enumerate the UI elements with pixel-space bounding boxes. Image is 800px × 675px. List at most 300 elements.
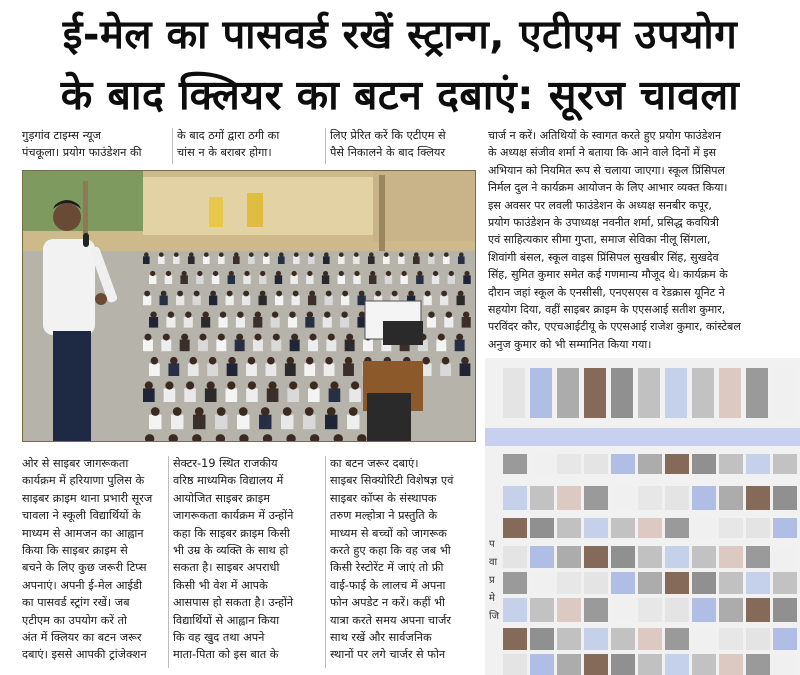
student-figure [353,256,360,264]
pixel-block [773,628,797,650]
student-figure [149,363,160,376]
student-figure [218,317,227,328]
student-figure [463,275,470,284]
text-line: कार्यक्रम में हरियाणा पुलिस के [22,474,145,488]
student-figure [275,296,283,306]
student-figure [413,256,420,264]
student-figure [236,317,245,328]
student-head [260,271,265,276]
pixel-block [530,546,554,568]
pixel-block [665,518,689,538]
student-figure [242,296,250,306]
pixel-block [584,572,608,594]
student-head [359,311,365,317]
pixel-block [584,598,608,622]
text-line: एवं साहित्यकार सीमा गुप्ता, समाज सेविका नीलू सिंगला, [488,233,711,247]
pixel-block [692,572,716,594]
student-head [199,334,206,341]
student-figure [166,317,175,328]
text-line: सेक्टर-19 स्थित राजकीय [173,457,278,470]
pixel-block [665,546,689,568]
pixel-block [638,598,662,622]
pixel-block [611,454,635,474]
student-figure [259,275,266,284]
text-line: साइबर सिक्योरिटी विशेषज्ञ एवं [330,474,454,488]
student-figure [455,340,465,352]
student-figure [278,256,285,264]
pixel-block [665,486,689,510]
pixel-block [530,654,554,675]
pixel-block [584,654,608,675]
pixel-block [773,572,797,594]
pixel-block [611,486,635,510]
student-figure [322,275,329,284]
student-head [185,311,191,317]
student-head [239,407,248,416]
student-figure [304,363,315,376]
pixel-block [611,518,635,538]
text-line: विद्यार्थियों से आह्वान किया [173,613,280,627]
student-figure [308,296,316,306]
pixel-block [746,598,770,622]
student-figure [271,317,280,328]
text-line: एटीएम का उपयोग करें तो [22,613,127,627]
text-line: फोन अपडेट न करें। कहीं भी [330,596,445,610]
pixel-block [503,454,527,474]
student-figure [168,363,179,376]
student-head [151,357,159,365]
student-head [324,311,330,317]
student-head [414,252,419,257]
student-head [339,271,344,276]
pixel-block [773,546,797,568]
text-line: आयोजित साइबर क्राइम [173,491,271,505]
student-figure [436,340,446,352]
student-head [325,357,333,365]
text-line: के अध्यक्ष संजीव शर्मा ने बताया कि आने वाले दिनों में इस [488,146,717,160]
pixel-block [638,654,662,675]
pixel-block [638,486,662,510]
student-figure [149,275,156,284]
student-figure [345,340,355,352]
text-line: किसी भी वेश में आपके [173,578,268,592]
student-figure [440,363,451,376]
student-figure [209,296,217,306]
student-head [359,291,365,297]
student-head [161,291,167,297]
text-fragment: प [489,539,495,550]
pixel-block [503,654,527,675]
student-figure [325,296,333,306]
student-head [213,271,218,276]
student-figure [448,275,455,284]
pixel-block [584,518,608,538]
student-figure [369,275,376,284]
pixel-block [719,486,743,510]
text-fragment: प्र [489,575,495,586]
text-line: किया कि साइबर क्राइम से [22,544,128,558]
student-head [346,334,353,341]
blurred-band [485,428,800,446]
student-head [392,291,398,297]
pixel-block [530,572,554,594]
student-figure [292,296,300,306]
text-line: परविंदर कौर, एएचआईटीयू के एएसआई राजेश कुमार, कांस्टेबल [488,320,741,334]
student-figure [288,317,297,328]
text-line: चांस न के बराबर होगा। [177,146,272,160]
text-line: माध्यम से आमजन का आह्वान [22,526,144,540]
student-head [243,291,249,297]
student-head [463,311,469,317]
student-head [339,252,344,257]
text-line: दौरान जहां स्कूल के एनसीसी, एनएसएस व रेडक्रास यूनिट ने [488,285,725,299]
text-line: गुड़गांव टाइम्स न्यूज [22,129,101,142]
student-head [236,334,243,341]
student-head [219,252,224,257]
student-head [186,381,194,389]
student-figure [226,296,234,306]
student-head [349,407,358,416]
pixel-block [584,628,608,650]
student-head [159,252,164,257]
student-figure [427,317,436,328]
pixel-block [719,368,741,418]
text-line: वरिष्ठ माध्यमिक विद्यालय में [173,474,284,488]
student-head [328,334,335,341]
microphone-icon [83,233,89,247]
student-head [228,357,236,365]
pixel-block [584,368,606,418]
student-figure [338,275,345,284]
student-head [279,252,284,257]
student-figure [271,340,281,352]
student-head [264,252,269,257]
student-head [330,381,338,389]
pixel-block [638,454,662,474]
pixel-block [746,454,770,474]
student-figure [305,317,314,328]
student-head [168,311,174,317]
text-line: सहयोग दिया, वहीं साइबर क्राइम के एएसआई सतीश कुमार, [488,303,726,317]
student-figure [203,256,210,264]
student-head [309,252,314,257]
student-figure [165,275,172,284]
pixel-block [557,454,581,474]
student-head [287,357,295,365]
text-line: साइबर क्राइम थाना प्रभारी सूरज [22,491,153,505]
student-head [166,271,171,276]
text-line: साइबर कॉप्स के संस्थापक [330,491,437,505]
student-head [165,381,173,389]
student-figure [215,415,227,430]
student-figure [216,340,226,352]
student-head [399,252,404,257]
pixel-block [584,546,608,568]
pixel-block [557,654,581,675]
student-head [234,252,239,257]
text-fragment: वा [489,557,498,568]
student-head [220,311,226,317]
student-head [255,311,261,317]
student-figure [323,256,330,264]
text-line: माता-पिता को इस बात के [173,648,279,662]
student-figure [180,340,190,352]
student-figure [428,256,435,264]
pixel-block [665,368,687,418]
student-figure [400,275,407,284]
student-head [273,334,280,341]
student-figure [212,275,219,284]
student-head [291,334,298,341]
text-line: शिवांगी बंसल, स्कूल वाइस प्रिंसिपल सुखबीर सिंह, सुखदेव [488,250,719,264]
student-head [268,381,276,389]
text-line: ओर से साइबर जागरूकता [22,457,129,470]
student-head [174,252,179,257]
student-head [145,381,153,389]
top-column-2 [177,127,320,163]
student-head [375,291,381,297]
pixel-block [530,368,552,418]
student-head [267,357,275,365]
student-head [209,357,217,365]
student-figure [281,415,293,430]
student-head [461,357,469,365]
student-head [327,407,336,416]
pixel-block [611,598,635,622]
student-figure [228,275,235,284]
student-figure [443,256,450,264]
text-line: स्थानों पर लगे चार्जर से फोन [330,648,446,662]
student-head [292,271,297,276]
student-head [306,357,314,365]
student-figure [457,296,465,306]
pixel-block [503,572,527,594]
student-figure [233,256,240,264]
student-figure [324,363,335,376]
student-head [464,271,469,276]
pixel-block [719,572,743,594]
student-figure [329,388,341,402]
student-head [438,334,445,341]
student-figure [237,415,249,430]
student-figure [259,296,267,306]
pixel-block [611,628,635,650]
text-line: प्रयोग फाउंडेशन के उपाध्यक्ष नवनीत शर्मा, प्रसिद्ध कवयित्री [488,216,719,230]
student-figure [246,388,258,402]
pixel-block [584,454,608,474]
student-head [204,252,209,257]
text-line: चार्ज न करें। अतिथियों के स्वागत करते हुए प्रयोग फाउंडेशन [488,129,722,142]
student-head [384,252,389,257]
pixel-block [719,518,743,538]
student-figure [353,275,360,284]
pixel-block [692,546,716,568]
pixel-block [638,546,662,568]
pixel-block [719,654,743,675]
student-figure [226,388,238,402]
student-head [433,271,438,276]
student-head [189,252,194,257]
student-figure [143,340,153,352]
student-figure [308,388,320,402]
student-head [181,334,188,341]
student-figure [416,275,423,284]
student-head [370,271,375,276]
student-figure [343,363,354,376]
text-line: के बाद ठगों द्वारा ठगी का [177,129,280,142]
pixel-block [692,628,716,650]
pixel-block [611,654,635,675]
bottom-column-2 [173,455,320,667]
student-head [260,291,266,297]
pixel-block [611,572,635,594]
pixel-block [692,454,716,474]
student-head [150,311,156,317]
student-figure [227,363,238,376]
headline-line-1: ई-मेल का पासवर्ड रखें स्ट्रान्ग, एटीएम उपयोग [62,12,738,58]
student-head [194,291,200,297]
pixel-block [557,546,581,568]
pixelated-region [485,358,800,675]
pixel-block [611,368,633,418]
pixel-block [503,518,527,538]
text-line: आसपास हो सकता है। उन्होंने [173,596,294,610]
column-rule [168,456,169,668]
text-line: वाई-फाई के लालच में अपना [330,578,446,592]
student-head [289,381,297,389]
pixel-block [773,454,797,474]
student-head [248,381,256,389]
student-figure [259,415,271,430]
student-figure [184,388,196,402]
student-head [369,252,374,257]
pixel-block [530,486,554,510]
student-figure [193,415,205,430]
student-head [458,291,464,297]
student-head [276,291,282,297]
text-line: का पासवर्ड स्ट्रांग रखें। जब [22,596,130,610]
text-line: पैसे निकालने के बाद क्लियर [330,146,446,160]
student-head [170,357,178,365]
pixel-block [746,546,770,568]
student-figure [323,317,332,328]
student-head [173,407,182,416]
student-figure [349,388,361,402]
text-line: किसी रेस्टोरेंट में जाएं तो फ्री [330,561,444,575]
pixel-block [638,518,662,538]
student-head [402,271,407,276]
student-figure [444,317,453,328]
text-line: दबाएं। इससे आपकी ट्रांजेक्शन [22,648,147,662]
student-figure [235,340,245,352]
student-head [429,252,434,257]
student-figure [340,317,349,328]
pixel-block [773,654,797,675]
column-rule [172,128,173,164]
pixel-block [692,518,716,538]
student-head [309,334,316,341]
pixel-block [773,518,797,538]
student-figure [326,340,336,352]
student-figure [243,275,250,284]
top-column-4 [488,127,793,355]
pixel-block [503,368,525,418]
student-head [354,252,359,257]
pixel-block [692,654,716,675]
student-figure [338,256,345,264]
student-figure [180,275,187,284]
pixel-block [746,368,768,418]
pixel-block [692,598,716,622]
student-figure [287,388,299,402]
student-head [307,271,312,276]
pixel-block [773,368,795,418]
student-figure [143,296,151,306]
text-line: जागरूकता कार्यक्रम में उन्होंने [173,509,294,523]
student-head [276,271,281,276]
student-head [283,407,292,416]
student-head [229,271,234,276]
student-figure [143,388,155,402]
pixel-block [557,572,581,594]
text-line: भी उम्र के व्यक्ति के साथ हो [173,544,289,558]
student-figure [171,415,183,430]
student-head [425,291,431,297]
student-figure [458,256,465,264]
pixel-block [665,654,689,675]
text-fragment: जि [489,611,500,622]
student-head [441,291,447,297]
text-line: यात्रा करते समय अपना चार्जर [330,613,452,627]
student-figure [363,340,373,352]
pixel-block [557,486,581,510]
student-head [442,357,450,365]
pixel-block [719,546,743,568]
student-head [195,407,204,416]
student-head [177,291,183,297]
student-figure [303,415,315,430]
student-figure [293,256,300,264]
student-figure [290,275,297,284]
student-head [217,407,226,416]
pixel-block [638,368,660,418]
text-line: निर्मल दुल ने कार्यक्रम आयोजन के लिए आभार व्यक्त किया। [488,181,728,195]
student-head [444,252,449,257]
pixel-block [638,628,662,650]
student-head [342,291,348,297]
text-line: सिंह, सुमित कुमार समेत कई गणमान्य मौजूद थे। कार्यक्रम के [488,268,728,282]
student-head [227,381,235,389]
student-head [144,334,151,341]
student-head [150,271,155,276]
student-figure [173,256,180,264]
student-figure [188,256,195,264]
top-column-3 [330,127,476,163]
student-head [182,271,187,276]
bottom-column-1 [22,455,164,667]
pixel-block [692,368,714,418]
student-head [428,311,434,317]
pixel-block [557,598,581,622]
text-line: अंत में क्लियर का बटन जरूर [22,631,142,645]
student-figure [164,388,176,402]
top-column-1 [22,127,167,163]
pixel-block [746,518,770,538]
partial-column-fragments [489,536,503,626]
student-head [307,311,313,317]
student-figure [424,296,432,306]
pixel-block [530,628,554,650]
